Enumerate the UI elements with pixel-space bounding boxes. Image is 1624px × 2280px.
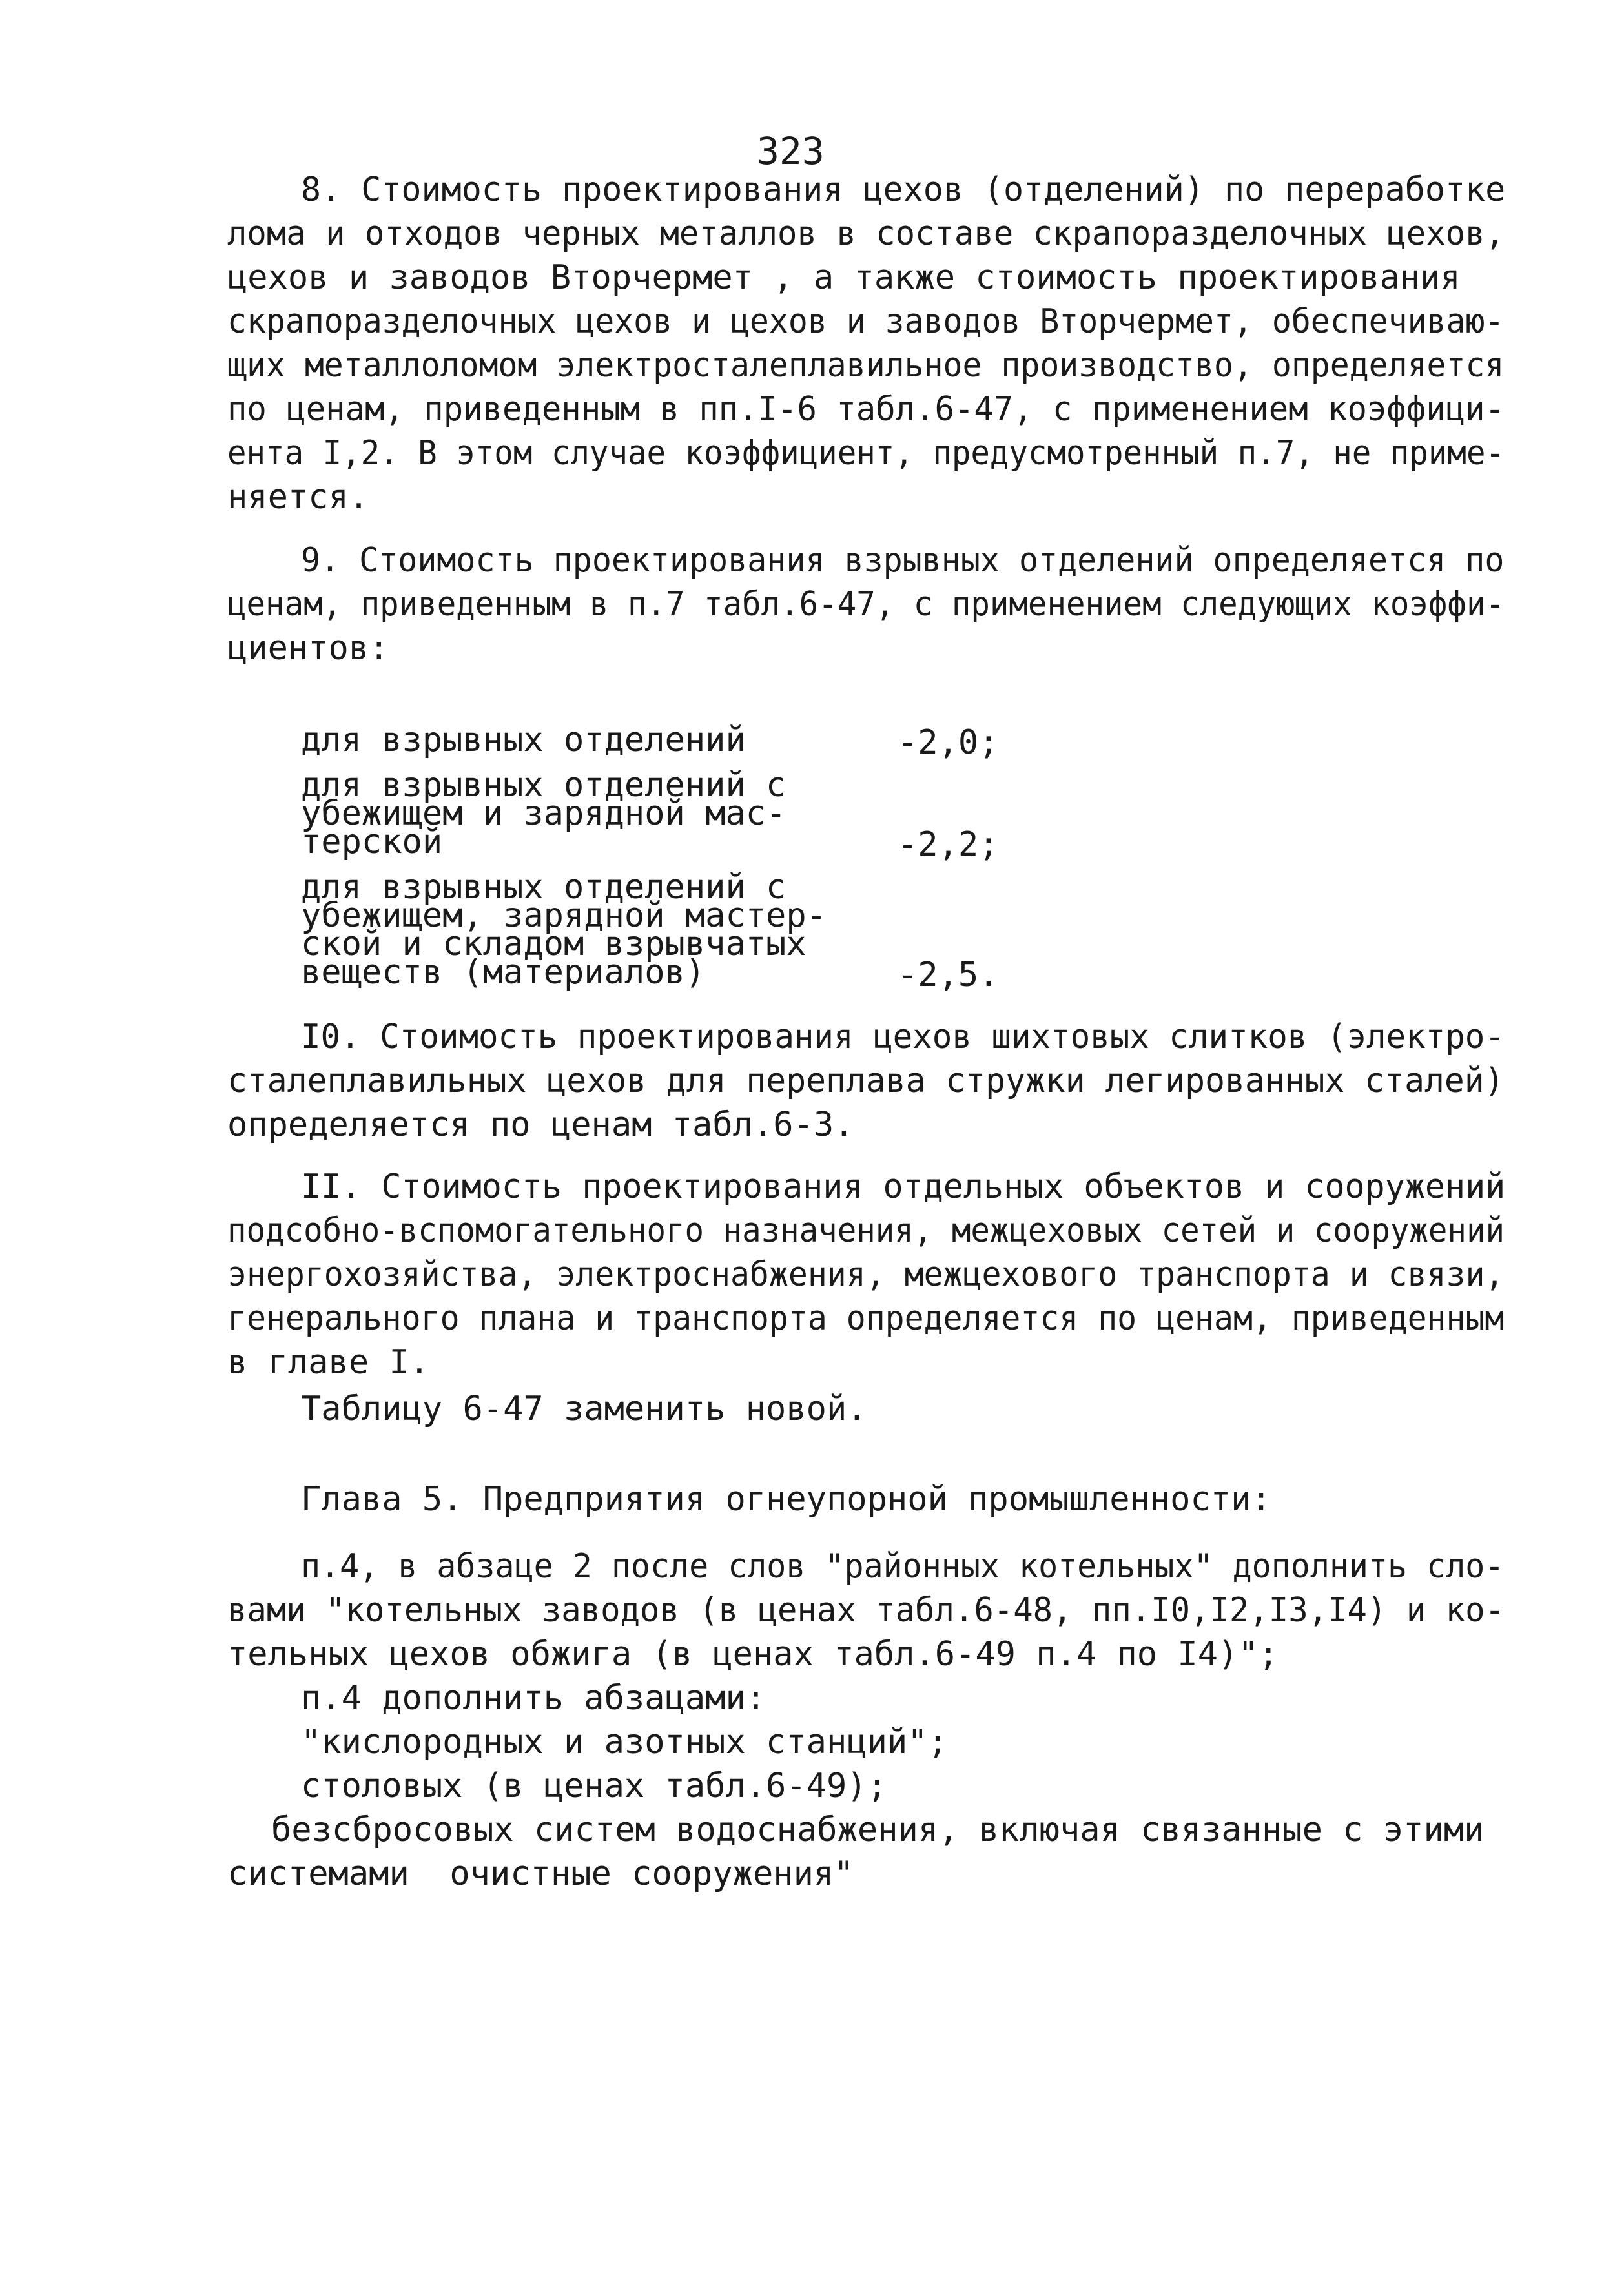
chapter-heading: Глава 5. Предприятия огнеупорной промышленности:	[301, 1480, 1271, 1519]
text-line: тельных цехов обжига (в ценах табл.6-49 п.4 по I4)";	[227, 1635, 1279, 1674]
coefficient-value: -2,2;	[898, 825, 999, 864]
text-line: п.4 дополнить абзацами:	[301, 1679, 766, 1718]
coefficient-label: убежищем и зарядной мас-	[301, 794, 786, 833]
text-line: безсбросовых систем водоснабжения, включая связанные с этими	[271, 1811, 1485, 1849]
text-line: системами очистные сооружения"	[227, 1854, 854, 1893]
text-line: 8. Стоимость проектирования цехов (отделений) по переработке	[301, 170, 1506, 209]
text-line: "кислородных и азотных станций";	[301, 1723, 948, 1761]
text-line: определяется по ценам табл.6-3.	[227, 1105, 854, 1144]
coefficient-label: веществ (материалов)	[301, 953, 706, 992]
text-line: п.4, в абзаце 2 после слов "районных котельных" дополнить сло-	[301, 1547, 1505, 1586]
table-note: Таблицу 6-47 заменить новой.	[301, 1390, 867, 1428]
text-line: циентов:	[227, 629, 389, 668]
text-line: I0. Стоимость проектирования цехов шихтовых слитков (электро-	[301, 1018, 1505, 1056]
text-line: 9. Стоимость проектирования взрывных отделений определяется по	[301, 541, 1505, 580]
text-line: энергохозяйства, электроснабжения, межцехового транспорта и связи,	[227, 1255, 1505, 1294]
coefficient-label: ской и складом взрывчатых	[301, 925, 807, 963]
text-line: столовых (в ценах табл.6-49);	[301, 1767, 887, 1805]
text-line: лома и отходов черных металлов в составе скрапоразделочных цехов,	[227, 214, 1505, 253]
text-line: подсобно-вспомогательного назначения, межцеховых сетей и сооружений	[227, 1211, 1505, 1250]
text-line: няется.	[227, 478, 369, 517]
text-line: вами "котельных заводов (в ценах табл.6-48, пп.I0,I2,I3,I4) и ко-	[227, 1591, 1505, 1630]
page-number: 323	[757, 129, 825, 173]
text-line: II. Стоимость проектирования отдельных объектов и сооружений	[301, 1167, 1506, 1206]
text-line: скрапоразделочных цехов и цехов и заводов Вторчермет, обеспечиваю-	[227, 302, 1505, 341]
coefficient-value: -2,5.	[898, 956, 999, 994]
text-line: сталеплавильных цехов для переплава стружки легированных сталей)	[227, 1062, 1505, 1100]
text-line: ента I,2. В этом случае коэффициент, предусмотренный п.7, не приме-	[227, 434, 1505, 473]
text-line: по ценам, приведенным в пп.I-6 табл.6-47, с применением коэффици-	[227, 390, 1505, 429]
coefficient-label: для взрывных отделений с	[301, 868, 786, 907]
text-line: генерального плана и транспорта определяется по ценам, приведенным	[227, 1299, 1505, 1338]
text-line: в главе I.	[227, 1343, 430, 1382]
coefficient-label: для взрывных отделений	[301, 721, 746, 759]
coefficient-label: убежищем, зарядной мастер-	[301, 896, 827, 935]
text-line: цехов и заводов Вторчермет , а также стоимость проектирования	[227, 258, 1461, 297]
text-line: щих металлоломом электросталеплавильное производство, определяется	[227, 346, 1505, 385]
coefficient-value: -2,0;	[898, 723, 999, 762]
text-line: ценам, приведенным в п.7 табл.6-47, с применением следующих коэффи-	[227, 585, 1505, 624]
coefficient-label: для взрывных отделений с	[301, 766, 786, 805]
coefficient-label: терской	[301, 823, 443, 861]
